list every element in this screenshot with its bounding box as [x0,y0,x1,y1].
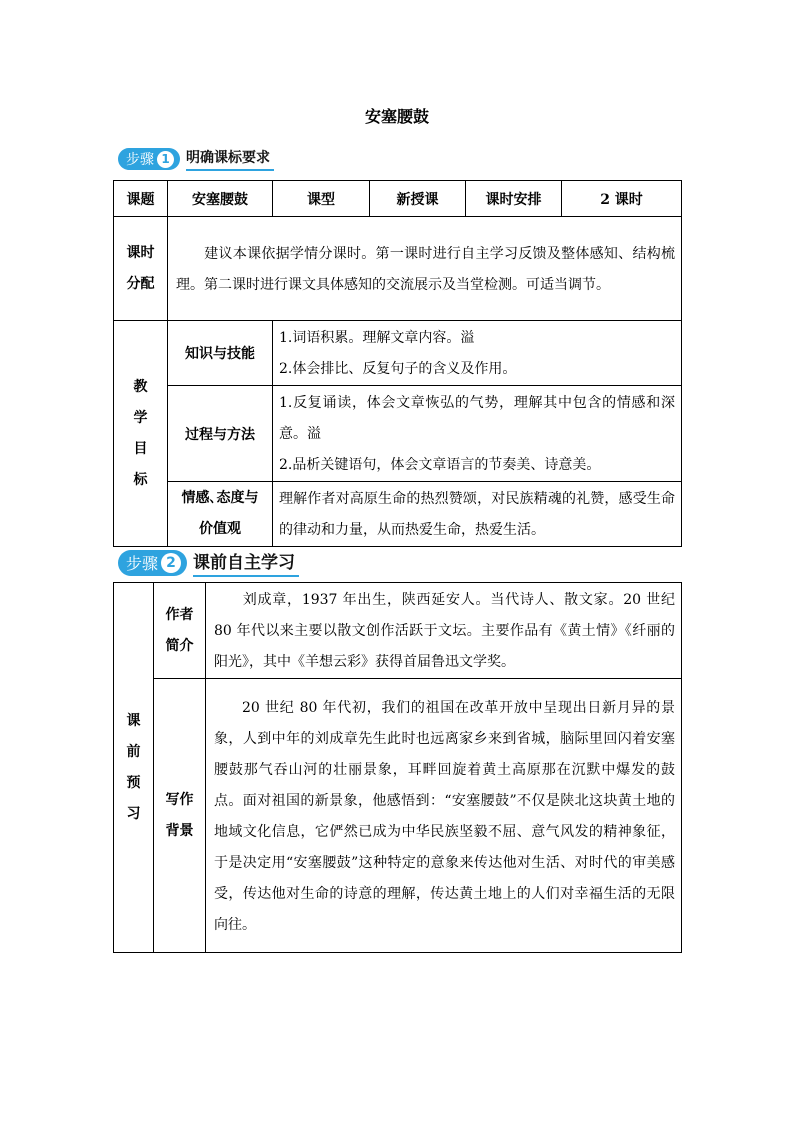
goals-label: 教 学 目 标 [114,321,168,547]
emotion-label: 情感､态度与 价值观 [168,482,273,547]
emotion-text: 理解作者对高原生命的热烈赞颂，对民族精魂的礼赞，感受生命的律动和力量，从而热爱生命，热爱生活。 [273,482,682,547]
allocation-text: 建议本课依据学情分课时。第一课时进行自主学习反馈及整体感知、结构梳理。第二课时进行课文具体感知的交流展示及当堂检测。可适当调节。 [168,217,682,321]
background-text: 20 世纪 80 年代初，我们的祖国在改革开放中呈现出日新月异的景象，人到中年的刘成章先生此时也远离家乡来到省城，脑际里回闪着安塞腰鼓那气吞山河的壮丽景象，耳畔回旋着黄土高原那在沉默中爆发的鼓点。面对祖国的新景象，他感悟到：“安塞腰鼓”不仅是陕北这块黄土地的地域文化信息，它俨然已成为中华民族坚毅不屈、意气风发的精神象征，于是决定用“安塞腰鼓”这种特定的意象来传达他对生活、对时代的审美感受，传达他对生命的诗意的理解，传达黄土地上的人们对幸福生活的无限向往。 [206,679,682,953]
step-2-prefix: 步骤 [126,554,159,573]
preview-table [113,582,682,953]
step-2-number: 2 [161,553,181,573]
key-mark: 溢 [307,426,321,442]
author-text: 刘成章，1937 年出生，陕西延安人。当代诗人、散文家。20 世纪 80 年代以来主要以散文创作活跃于文坛。主要作品有《黄土情》《纤丽的阳光》，其中《羊想云彩》获得首届鲁迅文学奖。 [206,583,682,679]
cell-schedule-label: 课时安排 [466,181,562,217]
step-1-number: 1 [157,151,174,168]
cell-schedule-value: 2 课时 [562,181,682,217]
cell-topic-value: 安塞腰鼓 [168,181,273,217]
table-row [114,679,682,953]
table-row [114,482,682,547]
process-label: 过程与方法 [168,386,273,482]
step-2-badge [118,550,187,576]
step-2-banner [118,548,299,577]
cell-type-label: 课型 [273,181,370,217]
process-text: 1.反复诵读，体会文章恢弘的气势，理解其中包含的情感和深意。溢 2.品析关键语句，体会文章语言的节奏美、诗意美。 [273,386,682,482]
table-row [114,181,682,217]
table-row [114,321,682,386]
background-label: 写作 背景 [154,679,206,953]
page-title: 安塞腰鼓 [364,107,429,126]
cell-type-value: 新授课 [370,181,466,217]
step-1-title: 明确课标要求 [186,147,274,171]
step-1-banner [118,147,274,171]
cell-topic-label: 课题 [114,181,168,217]
table-row [114,583,682,679]
table-row [114,217,682,321]
preview-label: 课 前 预 习 [114,583,154,953]
course-requirements-table [113,180,682,547]
step-1-badge [118,148,180,170]
step-1-prefix: 步骤 [126,152,154,168]
key-mark: 溢 [460,330,475,346]
author-label: 作者 简介 [154,583,206,679]
knowledge-label: 知识与技能 [168,321,273,386]
knowledge-text: 1.词语积累。理解文章内容。溢 2.体会排比、反复句子的含义及作用。 [273,321,682,386]
table-row [114,386,682,482]
allocation-label: 课时 分配 [114,217,168,321]
step-2-title: 课前自主学习 [193,548,299,577]
